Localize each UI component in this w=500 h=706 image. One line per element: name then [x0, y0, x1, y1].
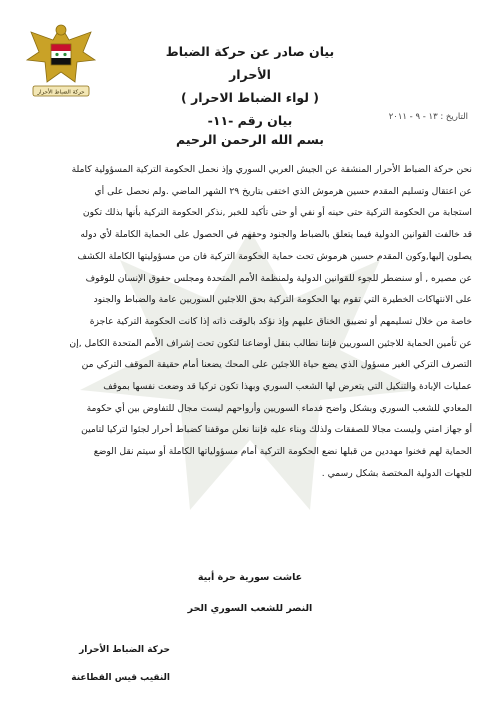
- body-line: عن تأمين الحماية للاجئين السوريين فإننا نطالب بنقل أوضاعنا لتكون تحت إشراف الأمم المتحدة الكامل ,إن: [69, 337, 472, 349]
- body-line: يصلون إليها,وكون المقدم حسين هرموش تحت حماية الحكومة التركية فان من مسؤوليتها الكاملة الكشف: [77, 250, 472, 262]
- slogan-victory: النصر للشعب السوري الحر: [187, 603, 313, 614]
- body-line: أو جهاز امني وليست مجالا للصفقات ولذلك وبناء عليه فإننا نعلن موقفنا كضباط أحرار لجئوا لتركيا لتامين: [81, 424, 472, 436]
- body-line: قد خالفت القوانين الدولية فيما يتعلق بالضباط والجنود وحقهم في الحصول على الحماية الكاملة لأي دوله: [80, 229, 472, 241]
- body-line: الحماية لهم فخنوا مهددين من قبلها نضع الحكومة التركية أمام مسؤولياتها الكاملة أو سيتم نقل الوضع: [93, 446, 472, 458]
- document-date: التاريخ : ١٣ - ٩ - ٢٠١١: [388, 112, 468, 122]
- body-line: نحن حركة الضباط الأحرار المنشقة عن الجيش العربي السوري وإذ نحمل الحكومة التركية المسؤولية كاملة: [71, 164, 472, 175]
- statement-title: بيان صادر عن حركة الضباط الأحرار: [165, 44, 335, 82]
- basmala-heading: بسم الله الرحمن الرحيم: [176, 132, 324, 147]
- body-line: على الانتهاكات الخطيرة التي تقوم بها الحكومة التركية بحق اللاجئين السوريين عامة والضباط والجنود: [93, 294, 472, 306]
- signature-organization: حركة الضباط الأحرار: [79, 645, 170, 655]
- emblem-banner-text: حركة الضباط الأحرار: [37, 89, 85, 96]
- body-line: عن مصيره , أو سنضطر للجوء للقوانين الدولية ولمنظمة الأمم المتحدة ومجلس حقوق الإنسان للوقوف: [85, 272, 472, 284]
- body-line: خاصة من خلال تسليمهم أو تضييق الخناق عليهم وإذ نؤكد بالوقت ذاته إذا كانت الحكومة التركية عاجزة: [89, 315, 472, 327]
- eagle-emblem-icon: [25, 18, 97, 104]
- statement-number: بيان رقم -١١-: [207, 113, 293, 128]
- document-header: [150, 40, 350, 132]
- signature-name: النقيب قيس القطاعنة: [71, 673, 170, 683]
- body-line: للجهات الدولية المختصة بشكل رسمي .: [321, 467, 472, 479]
- slogan-free-syria: عاشت سورية حرة أبية: [197, 572, 303, 583]
- body-line: عمليات الإبادة والتنكيل التي يتعرض لها الشعب السوري وبهذا تكون تركيا قد وضعت نفسها بموقف: [103, 381, 472, 393]
- closing-slogans: [0, 562, 500, 624]
- body-line: المعادي للشعب السوري وبشكل واضح فدماء السوريين وأرواحهم ليست مجال للتفاوض بين أي حكومة: [86, 402, 472, 414]
- brigade-name: ( لواء الضباط الاحرار ): [181, 90, 319, 105]
- statement-body: [28, 159, 472, 485]
- body-line: التصرف التركي الغير مسؤول الذي يضع حياة اللاجئين على المحك يضعنا أمام حقيقة الموقف التركي من: [81, 359, 472, 371]
- body-line: عن اعتقال وتسليم المقدم حسين هرموش الذي اختفى بتاريخ ٢٩ الشهر الماضي .ولم نحصل على أي: [94, 185, 472, 197]
- signature-block: [71, 636, 170, 692]
- body-line: استجابة من الحكومة التركية حتى حينه أو نفي أو حتى تأكيد للخبر ,نذكر الحكومة التركية بأنها بذلك تكون: [82, 207, 472, 219]
